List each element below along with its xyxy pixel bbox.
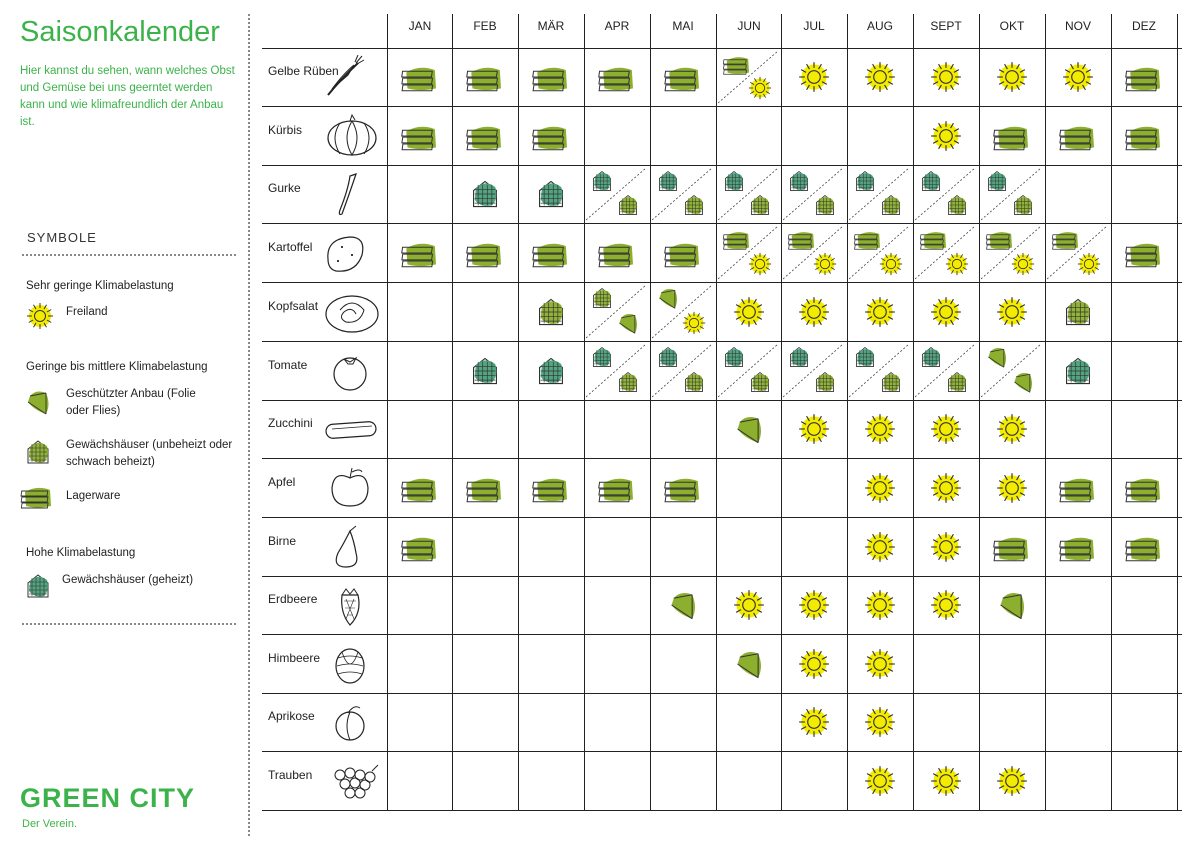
month-header: AUG [866, 19, 893, 33]
calendar-cell [718, 577, 780, 633]
calendar-cell [586, 283, 648, 340]
row-label: Birne [268, 533, 297, 548]
calendar-cell [718, 166, 780, 222]
sun-icon [1011, 252, 1035, 276]
calendar-cell [1047, 342, 1109, 399]
grid-column-line [650, 14, 651, 810]
calendar-cell [849, 401, 911, 457]
sun-icon [1077, 252, 1101, 276]
heated-greenhouse-icon [722, 345, 746, 369]
storage-icon [663, 472, 703, 504]
storage-icon [1058, 120, 1098, 152]
row-label: Kopfsalat [268, 298, 319, 313]
grid-column-line [1177, 14, 1178, 810]
calendar-cell [520, 459, 582, 516]
sun-icon [798, 296, 830, 328]
calendar-cell [652, 224, 714, 281]
greenhouse-icon [1062, 296, 1094, 328]
legend-label-geheizt: Gewächshäuser (geheizt) [62, 574, 194, 586]
sun-icon [930, 765, 962, 797]
calendar-cell [783, 283, 845, 340]
storage-icon [400, 237, 440, 269]
calendar-cell [586, 459, 648, 516]
calendar-cell [915, 752, 977, 809]
calendar-cell [981, 577, 1043, 633]
storage-icon [465, 472, 505, 504]
calendar-cell [520, 342, 582, 399]
sun-icon [864, 706, 896, 738]
calendar-cell [981, 342, 1043, 399]
calendar-cell [849, 49, 911, 105]
month-header: FEB [473, 19, 497, 33]
row-label: Apfel [268, 474, 296, 489]
calendar-cell [783, 166, 845, 222]
heated-greenhouse-icon [853, 169, 877, 193]
storage-icon [1124, 120, 1164, 152]
sun-icon [1062, 61, 1094, 93]
greenhouse-icon [879, 193, 903, 217]
calendar-cell [849, 577, 911, 633]
sun-icon [864, 648, 896, 680]
grid-column-line [518, 14, 519, 810]
calendar-cell [1113, 107, 1175, 164]
calendar-cell [454, 224, 516, 281]
heated-greenhouse-icon [469, 355, 501, 387]
grid-row-line [262, 810, 1182, 811]
legend-divider-bottom [22, 623, 236, 625]
storage-icon [1058, 472, 1098, 504]
grid-column-line [913, 14, 914, 810]
carrot-icon [320, 55, 384, 99]
heated-greenhouse-icon [722, 169, 746, 193]
grid-column-line [452, 14, 453, 810]
storage-icon [1058, 531, 1098, 563]
sun-icon [864, 296, 896, 328]
month-header: MAI [672, 19, 694, 33]
heated-greenhouse-icon [656, 345, 680, 369]
calendar-cell [981, 283, 1043, 340]
storage-icon [400, 472, 440, 504]
calendar-cell [981, 401, 1043, 457]
sun-icon [996, 413, 1028, 445]
sun-icon [996, 296, 1028, 328]
calendar-cell [915, 224, 977, 281]
calendar-cell [718, 342, 780, 399]
sun-icon [813, 252, 837, 276]
row-label: Gelbe Rüben [268, 64, 339, 78]
greenhouse-icon [945, 193, 969, 217]
storage-icon [787, 227, 817, 251]
heated-greenhouse-icon [919, 169, 943, 193]
month-header: JAN [408, 19, 432, 33]
heated-greenhouse-icon [590, 345, 614, 369]
row-label: Trauben [268, 767, 313, 782]
storage-icon [722, 52, 752, 76]
pear-icon [320, 525, 384, 569]
calendar-cell [915, 49, 977, 105]
calendar-cell [718, 283, 780, 340]
calendar-cell [849, 635, 911, 692]
calendar-cell [454, 459, 516, 516]
sun-icon [930, 589, 962, 621]
calendar-cell [454, 49, 516, 105]
heated-greenhouse-icon [919, 345, 943, 369]
storage-icon [985, 227, 1015, 251]
calendar-cell [849, 224, 911, 281]
month-header: MÄR [537, 19, 565, 33]
calendar-cell [718, 635, 780, 692]
calendar-cell [783, 694, 845, 750]
calendar-cell [915, 577, 977, 633]
lettuce-icon [320, 290, 384, 334]
calendar-cell [981, 49, 1043, 105]
leaf-icon [996, 589, 1028, 621]
sun-icon [930, 413, 962, 445]
calendar-cell [981, 224, 1043, 281]
legend-label-freiland: Freiland [66, 306, 108, 318]
intro-text: Hier kannst du sehen, wann welches Obst und Gemüse bei uns geerntet werden kann und wie klimafreundlich der Anbau ist. [20, 65, 235, 128]
sun-icon [879, 252, 903, 276]
month-header: APR [604, 19, 630, 33]
greenhouse-icon [24, 438, 52, 466]
calendar-cell [389, 518, 451, 575]
storage-icon [465, 237, 505, 269]
grid-column-line [387, 14, 388, 810]
grid-column-line [1045, 14, 1046, 810]
heated-greenhouse-icon [656, 169, 680, 193]
calendar-cell [1113, 518, 1175, 575]
heated-greenhouse-icon [469, 178, 501, 210]
month-header: NOV [1064, 19, 1091, 33]
storage-icon [1124, 61, 1164, 93]
storage-icon [531, 237, 571, 269]
leaf-icon [733, 648, 765, 680]
leaf-icon [985, 345, 1009, 369]
storage-icon [20, 482, 54, 510]
row-label: Himbeere [268, 650, 321, 665]
calendar-cell [520, 49, 582, 105]
storage-icon [531, 61, 571, 93]
apple-icon [320, 466, 384, 510]
storage-icon [663, 237, 703, 269]
storage-icon [1124, 531, 1164, 563]
greenhouse-icon [682, 370, 706, 394]
greenhouse-icon [813, 370, 837, 394]
sun-icon [864, 413, 896, 445]
row-label: Zucchini [268, 416, 313, 430]
sun-icon [733, 589, 765, 621]
calendar-cell [849, 166, 911, 222]
calendar-cell [652, 283, 714, 340]
heated-greenhouse-icon [853, 345, 877, 369]
calendar-cell [1047, 459, 1109, 516]
calendar-cell [1047, 107, 1109, 164]
grid-column-line [979, 14, 980, 810]
calendar-cell [849, 518, 911, 575]
legend-label-lagerware: Lagerware [66, 490, 121, 502]
leaf-icon [24, 388, 52, 416]
calendar-cell [981, 107, 1043, 164]
calendar-cell [783, 577, 845, 633]
storage-icon [919, 227, 949, 251]
calendar-cell [849, 342, 911, 399]
storage-icon [992, 120, 1032, 152]
sun-icon [748, 252, 772, 276]
sun-icon [996, 765, 1028, 797]
calendar-cell [520, 166, 582, 222]
storage-icon [465, 61, 505, 93]
grid-row-line [262, 693, 1182, 694]
calendar-cell [586, 224, 648, 281]
calendar-cell [652, 577, 714, 633]
calendar-cell [849, 459, 911, 516]
calendar-cell [915, 401, 977, 457]
calendar-cell [718, 49, 780, 105]
calendar-cell [981, 166, 1043, 222]
tomato-icon [320, 349, 384, 393]
calendar-cell [1047, 283, 1109, 340]
month-header: JUL [803, 19, 825, 33]
heated-greenhouse-icon [985, 169, 1009, 193]
potato-icon [320, 231, 384, 275]
calendar-cell [389, 224, 451, 281]
greenhouse-icon [616, 370, 640, 394]
sun-icon [864, 61, 896, 93]
leaf-icon [656, 286, 680, 310]
calendar-cell [1113, 459, 1175, 516]
calendar-cell [915, 283, 977, 340]
storage-icon [663, 61, 703, 93]
zucchini-icon [320, 407, 384, 451]
month-header: JUN [737, 19, 761, 33]
sun-icon [26, 302, 54, 330]
calendar-cell [1113, 49, 1175, 105]
heated-greenhouse-icon [24, 572, 52, 600]
sun-icon [864, 472, 896, 504]
pumpkin-icon [320, 114, 384, 158]
sun-icon [996, 61, 1028, 93]
leaf-icon [616, 311, 640, 335]
leaf-icon [667, 589, 699, 621]
storage-icon [992, 531, 1032, 563]
calendar-cell [915, 166, 977, 222]
legend-divider-top [22, 254, 236, 256]
storage-icon [597, 61, 637, 93]
storage-icon [531, 472, 571, 504]
logo: GREEN CITY [20, 783, 196, 813]
raspberry-icon [320, 642, 384, 686]
storage-icon [400, 531, 440, 563]
calendar-cell [849, 694, 911, 750]
calendar-cell [981, 518, 1043, 575]
calendar-cell [718, 224, 780, 281]
calendar-cell [1113, 224, 1175, 281]
storage-icon [1124, 237, 1164, 269]
calendar-cell [652, 459, 714, 516]
sun-icon [798, 706, 830, 738]
apricot-icon [320, 700, 384, 744]
calendar-cell [389, 107, 451, 164]
month-header: OKT [999, 19, 1025, 33]
greenhouse-icon [945, 370, 969, 394]
sun-icon [864, 589, 896, 621]
calendar-cell [915, 107, 977, 164]
storage-icon [1051, 227, 1081, 251]
greenhouse-icon [1011, 193, 1035, 217]
calendar-cell [783, 49, 845, 105]
row-label: Kartoffel [268, 239, 313, 254]
calendar-cell [849, 752, 911, 809]
calendar-cell [520, 224, 582, 281]
calendar-cell [652, 342, 714, 399]
sun-icon [930, 296, 962, 328]
calendar-cell [849, 283, 911, 340]
sun-icon [996, 472, 1028, 504]
calendar-cell [783, 224, 845, 281]
calendar-cell [454, 342, 516, 399]
calendar-cell [586, 166, 648, 222]
sun-icon [798, 413, 830, 445]
heated-greenhouse-icon [590, 169, 614, 193]
storage-icon [465, 120, 505, 152]
calendar-cell [586, 49, 648, 105]
calendar-cell [520, 283, 582, 340]
sun-icon [748, 76, 772, 100]
calendar-cell [389, 459, 451, 516]
row-label: Kürbis [268, 122, 303, 137]
grid-column-line [1111, 14, 1112, 810]
grid-column-line [847, 14, 848, 810]
panel-divider [248, 14, 250, 836]
storage-icon [597, 472, 637, 504]
greenhouse-icon [535, 296, 567, 328]
row-label: Tomate [268, 357, 308, 372]
page-title: Saisonkalender [20, 16, 220, 48]
heated-greenhouse-icon [787, 345, 811, 369]
storage-icon [722, 227, 752, 251]
legend-category-1: Sehr geringe Klimabelastung [26, 280, 174, 292]
month-header: SEPT [930, 19, 962, 33]
calendar-cell [652, 49, 714, 105]
row-label: Erdbeere [268, 592, 318, 606]
grid-column-line [584, 14, 585, 810]
greenhouse-icon [616, 193, 640, 217]
grid-column-line [781, 14, 782, 810]
calendar-cell [915, 459, 977, 516]
calendar-cell [783, 342, 845, 399]
legend-category-3: Hohe Klimabelastung [26, 547, 136, 559]
storage-icon [400, 120, 440, 152]
sun-icon [864, 531, 896, 563]
leaf-icon [1011, 370, 1035, 394]
calendar-cell [454, 107, 516, 164]
heated-greenhouse-icon [1062, 355, 1094, 387]
calendar-cell [1047, 49, 1109, 105]
greenhouse-icon [813, 193, 837, 217]
calendar-cell [783, 401, 845, 457]
strawberry-icon [320, 583, 384, 627]
row-label: Aprikose [268, 709, 315, 723]
legend-label-geschuetzt: Geschützter Anbau (Folie oder Flies) [66, 388, 196, 417]
sun-icon [733, 296, 765, 328]
legend-label-gewaechshaus: Gewächshäuser (unbeheizt oder schwach beheizt) [66, 439, 233, 468]
sun-icon [945, 252, 969, 276]
greenhouse-icon [682, 193, 706, 217]
sun-icon [864, 765, 896, 797]
sun-icon [682, 311, 706, 335]
grid-column-line [716, 14, 717, 810]
calendar-cell [1047, 224, 1109, 281]
sun-icon [930, 61, 962, 93]
calendar-cell [1047, 518, 1109, 575]
sun-icon [798, 648, 830, 680]
greenhouse-icon [879, 370, 903, 394]
legend-heading: SYMBOLE [27, 230, 97, 245]
sun-icon [930, 472, 962, 504]
calendar-cell [981, 459, 1043, 516]
sun-icon [930, 531, 962, 563]
calendar-cell [652, 166, 714, 222]
storage-icon [400, 61, 440, 93]
calendar-cell [454, 166, 516, 222]
storage-icon [1124, 472, 1164, 504]
leaf-icon [733, 413, 765, 445]
calendar-cell [915, 342, 977, 399]
greenhouse-icon [590, 286, 614, 310]
grid-row-line [262, 751, 1182, 752]
greenhouse-icon [748, 370, 772, 394]
heated-greenhouse-icon [535, 355, 567, 387]
calendar-cell [520, 107, 582, 164]
calendar-cell [389, 49, 451, 105]
grapes-icon [320, 759, 384, 803]
sun-icon [930, 120, 962, 152]
calendar-cell [915, 518, 977, 575]
calendar-cell [783, 635, 845, 692]
legend-category-2: Geringe bis mittlere Klimabelastung [26, 361, 208, 373]
storage-icon [597, 237, 637, 269]
sun-icon [798, 61, 830, 93]
cucumber-icon [320, 172, 384, 216]
row-label: Gurke [268, 181, 301, 195]
sun-icon [798, 589, 830, 621]
heated-greenhouse-icon [535, 178, 567, 210]
calendar-cell [586, 342, 648, 399]
calendar-cell [718, 401, 780, 457]
calendar-cell [981, 752, 1043, 809]
logo-subtitle: Der Verein. [22, 818, 78, 830]
storage-icon [531, 120, 571, 152]
storage-icon [853, 227, 883, 251]
month-header: DEZ [1132, 19, 1156, 33]
greenhouse-icon [748, 193, 772, 217]
heated-greenhouse-icon [787, 169, 811, 193]
